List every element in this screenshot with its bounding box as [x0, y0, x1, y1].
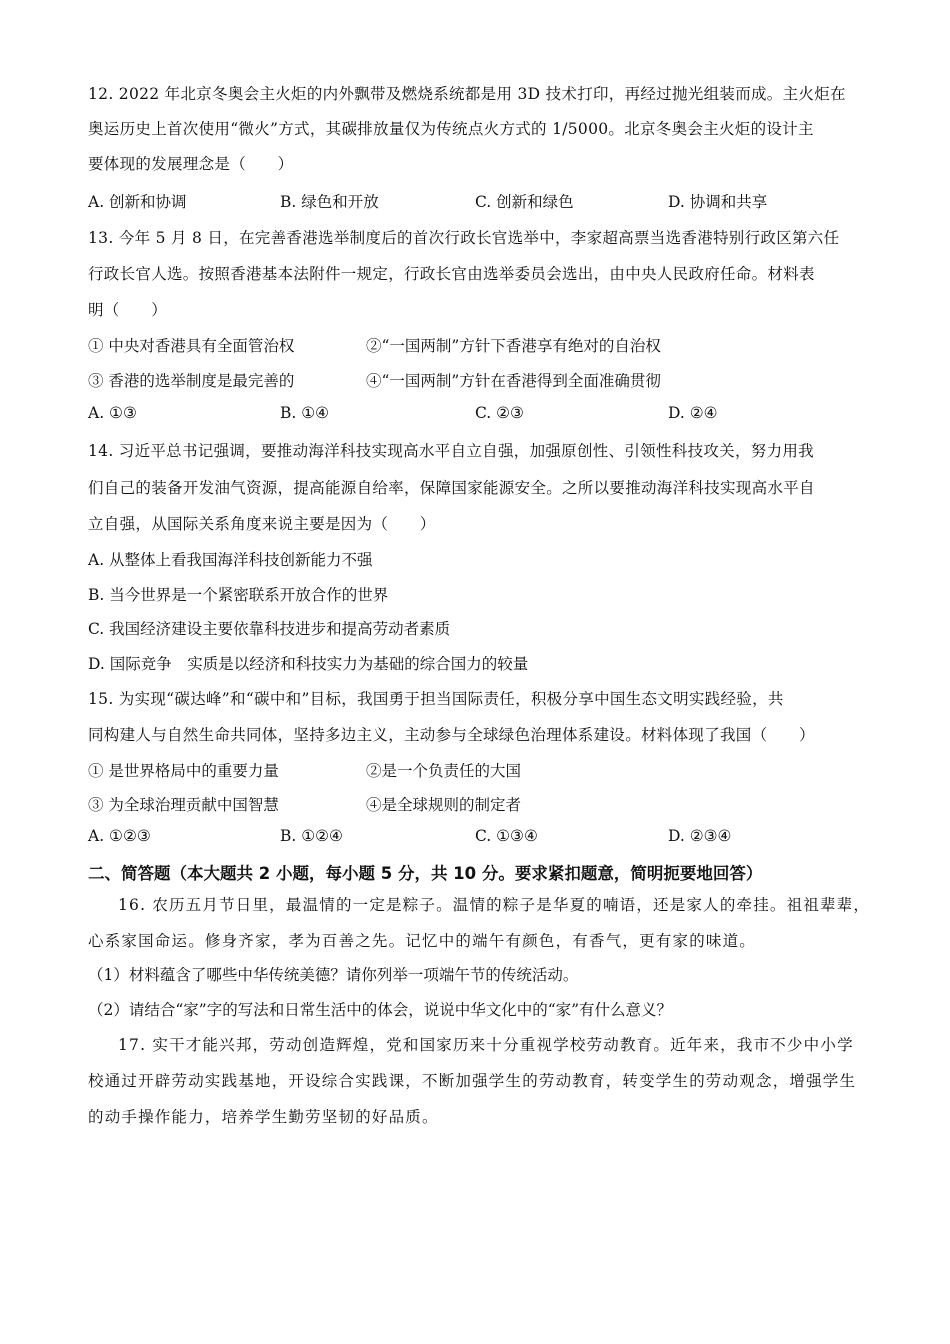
q14-option-b: B. 当今世界是一个紧密联系开放合作的世界 — [88, 586, 389, 604]
q13-statement-1: ① 中央对香港具有全面管治权 — [88, 337, 295, 355]
q13-option-b: B. ①④ — [280, 404, 330, 422]
q17-line-3: 的动手操作能力，培养学生勤劳坚韧的好品质。 — [88, 1108, 439, 1126]
q12-line-3: 要体现的发展理念是（ ） — [88, 155, 294, 173]
q13-statement-2: ②“一国两制”方针下香港享有绝对的自治权 — [366, 337, 661, 355]
q15-option-b: B. ①②④ — [280, 827, 343, 845]
q16-subquestion-2: （2）请结合“家”字的写法和日常生活中的体会，说说中华文化中的“家”有什么意义？ — [88, 1001, 673, 1019]
q17-line-1: 17. 实干才能兴邦，劳动创造辉煌，党和国家历来十分重视学校劳动教育。近年来，我市不少中小学 — [118, 1036, 854, 1054]
q15-option-d: D. ②③④ — [668, 827, 732, 845]
q12-line-1: 12. 2022 年北京冬奥会主火炬的内外飘带及燃烧系统都是用 3D 技术打印，再经过抛光组装而成。主火炬在 — [88, 85, 846, 103]
q15-statement-3: ③ 为全球治理贡献中国智慧 — [88, 796, 279, 814]
q15-statement-1: ① 是世界格局中的重要力量 — [88, 762, 279, 780]
q13-statement-3: ③ 香港的选举制度是最完善的 — [88, 372, 295, 390]
q12-option-a: A. 创新和协调 — [88, 193, 187, 211]
q16-line-1: 16. 农历五月节日里，最温情的一定是粽子。温情的粽子是华夏的喃语，还是家人的牵挂。祖祖辈辈， — [118, 896, 871, 914]
q13-option-c: C. ②③ — [475, 404, 524, 422]
q15-statement-4: ④是全球规则的制定者 — [366, 796, 522, 814]
q13-statement-4: ④“一国两制”方针在香港得到全面准确贯彻 — [366, 372, 661, 390]
q15-statement-2: ②是一个负责任的大国 — [366, 762, 522, 780]
q17-line-2: 校通过开辟劳动实践基地，开设综合实践课，不断加强学生的劳动教育，转变学生的劳动观念，增强学生 — [88, 1072, 857, 1090]
q13-line-1: 13. 今年 5 月 8 日，在完善香港选举制度后的首次行政长官选举中，李家超高票当选香港特别行政区第六任 — [88, 229, 840, 247]
section-2-heading: 二、简答题（本大题共 2 小题，每小题 5 分，共 10 分。要求紧扣题意，简明扼要地回答） — [88, 864, 763, 883]
q15-line-2: 同构建人与自然生命共同体，坚持多边主义，主动参与全球绿色治理体系建设。材料体现了我国（ ） — [88, 726, 815, 744]
q15-option-a: A. ①②③ — [88, 827, 151, 845]
q13-line-3: 明（ ） — [88, 301, 168, 319]
q14-line-3: 立自强，从国际关系角度来说主要是因为（ ） — [88, 515, 436, 533]
q15-line-1: 15. 为实现“碳达峰”和“碳中和”目标，我国勇于担当国际责任，积极分享中国生态文明实践经验，共 — [88, 690, 784, 708]
q14-line-1: 14. 习近平总书记强调，要推动海洋科技实现高水平自立自强，加强原创性、引领性科技攻关，努力用我 — [88, 442, 814, 460]
q14-option-c: C. 我国经济建设主要依靠科技进步和提高劳动者素质 — [88, 620, 451, 638]
q13-option-a: A. ①③ — [88, 404, 137, 422]
q13-option-d: D. ②④ — [668, 404, 718, 422]
q15-option-c: C. ①③④ — [475, 827, 538, 845]
q16-subquestion-1: （1）材料蕴含了哪些中华传统美德？请你列举一项端午节的传统活动。 — [88, 966, 579, 984]
q12-option-d: D. 协调和共享 — [668, 193, 768, 211]
q12-option-b: B. 绿色和开放 — [280, 193, 379, 211]
q12-line-2: 奥运历史上首次使用“微火”方式，其碳排放量仅为传统点火方式的 1/5000。北京冬奥会主火炬的设计主 — [88, 120, 814, 138]
q12-option-c: C. 创新和绿色 — [475, 193, 574, 211]
q14-line-2: 们自己的装备开发油气资源，提高能源自给率，保障国家能源安全。之所以要推动海洋科技实现高水平自 — [88, 479, 815, 497]
q16-line-2: 心系家国命运。修身齐家，孝为百善之先。记忆中的端午有颜色，有香气，更有家的味道。 — [88, 932, 757, 950]
q14-option-a: A. 从整体上看我国海洋科技创新能力不强 — [88, 551, 373, 569]
q14-option-d: D. 国际竞争 实质是以经济和科技实力为基础的综合国力的较量 — [88, 655, 529, 673]
q13-line-2: 行政长官人选。按照香港基本法附件一规定，行政长官由选举委员会选出，由中央人民政府任命。材料表 — [88, 265, 815, 283]
